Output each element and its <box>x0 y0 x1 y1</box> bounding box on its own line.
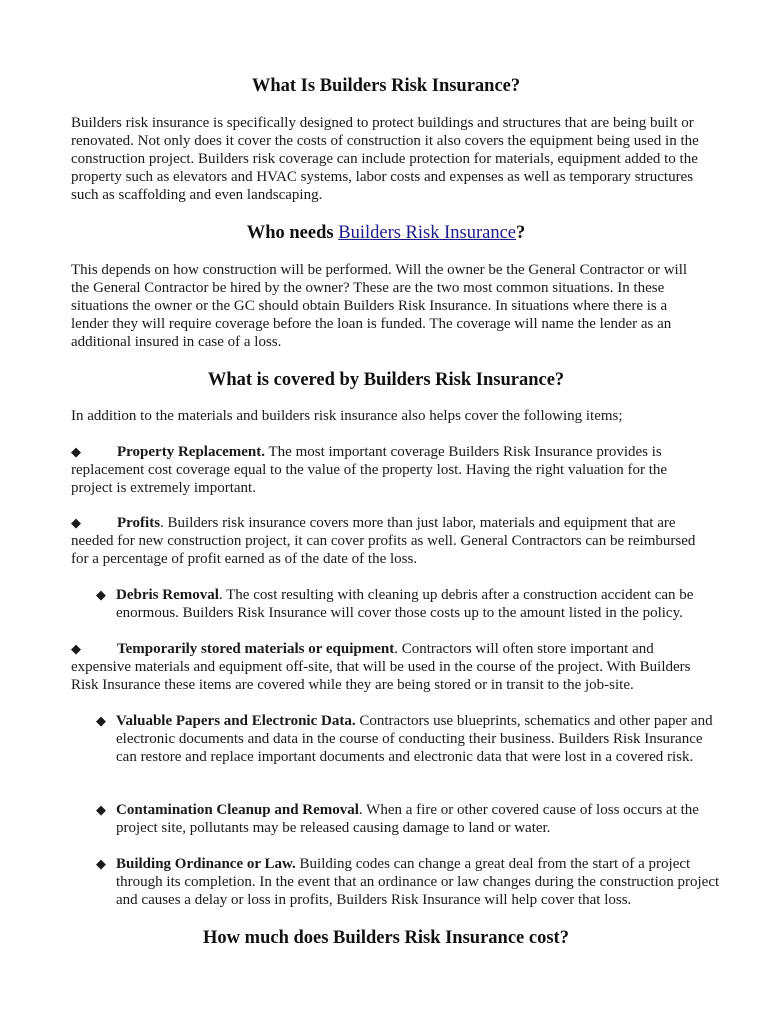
diamond-bullet-icon: ◆ <box>96 587 106 602</box>
item-title: Profits <box>117 515 161 531</box>
diamond-bullet-icon: ◆ <box>71 515 81 530</box>
item-title: Debris Removal <box>116 587 219 603</box>
item-title: Valuable Papers and Electronic Data. <box>116 713 356 729</box>
diamond-bullet-icon: ◆ <box>96 802 106 817</box>
diamond-bullet-icon: ◆ <box>96 856 106 871</box>
builders-risk-insurance-link[interactable]: Builders Risk Insurance <box>338 223 517 243</box>
list-item-contamination-cleanup <box>96 801 726 837</box>
item-text: . Contractors will often store important and expensive materials and equipment off-site, that will be used in the course of the project. With Builders Risk Insurance these items are covered while they are being stored or in transit to the job-site. <box>71 641 691 693</box>
list-item-valuable-papers <box>96 712 726 766</box>
item-title: Contamination Cleanup and Removal <box>116 802 359 818</box>
list-item-temporarily-stored <box>71 640 703 694</box>
list-item-building-ordinance <box>96 855 726 909</box>
heading-who-needs-suffix: ? <box>516 223 526 243</box>
paragraph-intro: Builders risk insurance is specifically designed to protect buildings and structures that are being built or renovated. Not only does it cover the costs of construction it also covers the equipment being used in the construction project. Builders risk coverage can include protection for materials, equipment added to the property such as elevators and HVAC systems, labor costs and expenses as well as temporary structures such as scaffolding and even landscaping. <box>71 115 699 203</box>
heading-what-is-covered: What is covered by Builders Risk Insurance? <box>207 370 565 390</box>
item-title: Building Ordinance or Law. <box>116 856 296 872</box>
item-text: Contractors use blueprints, schematics and other paper and electronic documents and data in the course of conducting their business. Builders Risk Insurance can restore and replace important documents and electronic data that were lost in a covered risk. <box>116 713 713 765</box>
item-text: . Builders risk insurance covers more than just labor, materials and equipment that are needed for new construction project, it can cover profits as well. General Contractors can be reimbursed for a percentage of profit earned as of the date of the loss. <box>71 515 696 567</box>
item-text: The most important coverage Builders Risk Insurance provides is replacement cost coverage equal to the value of the property lost. Having the right valuation for the project is extremely important. <box>71 444 668 496</box>
diamond-bullet-icon: ◆ <box>71 444 81 459</box>
heading-how-much-cost: How much does Builders Risk Insurance cost? <box>203 928 569 948</box>
heading-what-is: What Is Builders Risk Insurance? <box>251 76 521 96</box>
diamond-bullet-icon: ◆ <box>71 641 81 656</box>
heading-who-needs-prefix: Who needs <box>246 223 339 243</box>
item-text: Building codes can change a great deal from the start of a project through its completion. In the event that an ordinance or law changes during the construction project and causes a delay or loss in profits, Builders Risk Insurance will help cover that loss. <box>116 856 720 908</box>
paragraph-covered-intro: In addition to the materials and builders risk insurance also helps cover the following items; <box>71 408 623 424</box>
paragraph-who-needs: This depends on how construction will be performed. Will the owner be the General Contractor or will the General Contractor be hired by the owner? These are the two most common situations. In these situations the owner or the GC should obtain Builders Risk Insurance. In situations where there is a lender they will require coverage before the loan is funded. The coverage will name the lender as an additional insured in case of a loss. <box>71 262 688 350</box>
list-item-debris-removal <box>96 586 726 622</box>
item-text: . When a fire or other covered cause of loss occurs at the project site, pollutants may be released causing damage to land or water. <box>116 802 699 836</box>
item-title: Temporarily stored materials or equipment <box>117 641 395 657</box>
item-title: Property Replacement. <box>117 444 266 460</box>
list-item-profits <box>71 514 703 568</box>
diamond-bullet-icon: ◆ <box>96 713 106 728</box>
item-text: . The cost resulting with cleaning up debris after a construction accident can be enormous. Builders Risk Insurance will cover those costs up to the amount listed in the policy. <box>116 587 694 621</box>
list-item-property-replacement <box>71 443 703 497</box>
heading-who-needs <box>71 222 701 244</box>
